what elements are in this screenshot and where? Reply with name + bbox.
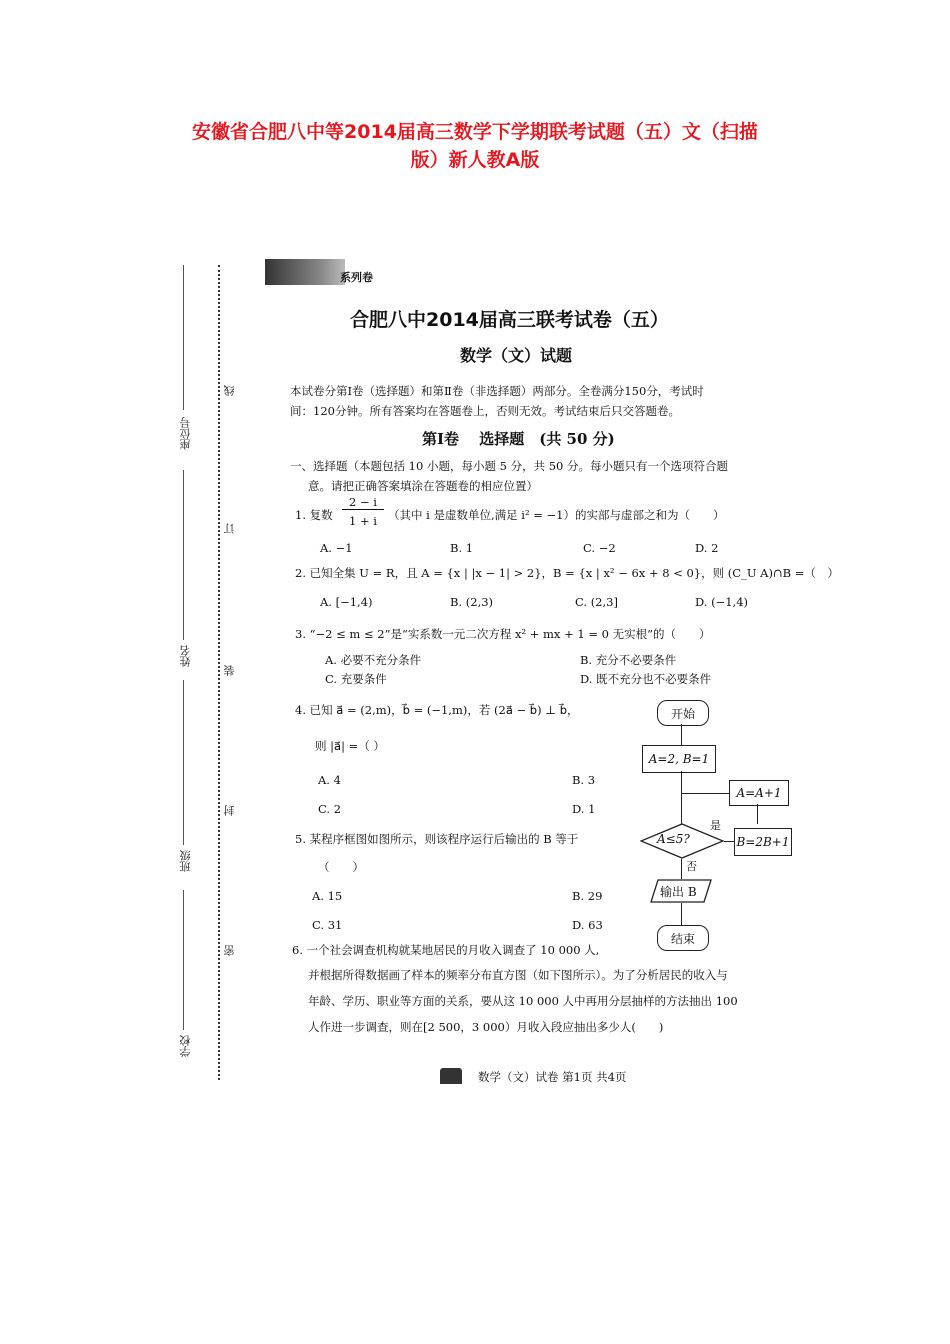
q2-option-b: B. (2,3) <box>450 595 494 609</box>
binding-label-install: 装 <box>223 665 236 676</box>
intro-line-1: 本试卷分第Ⅰ卷（选择题）和第Ⅱ卷（非选择题）两部分。全卷满分150分，考试时 <box>290 384 704 398</box>
class-label: 班级 <box>179 850 192 872</box>
q4-option-b: B. 3 <box>572 773 596 787</box>
flowchart-end: 结束 <box>657 925 709 951</box>
q4-stem-2: 则 |a⃗| =（ ） <box>315 739 385 753</box>
flowchart-yes-label: 是 <box>710 819 721 832</box>
binding-label-seal: 封 <box>223 805 236 816</box>
exam-subject: 数学（文）试题 <box>460 346 573 365</box>
flowchart-init: A=2, B=1 <box>642 745 716 773</box>
q3-option-b: B. 充分不必要条件 <box>580 653 677 667</box>
flow-arrow <box>681 793 729 794</box>
q1-option-b: B. 1 <box>450 541 474 555</box>
q4-option-d: D. 1 <box>572 802 596 816</box>
q2-option-c: C. (2,3] <box>575 595 618 609</box>
flow-arrow <box>681 724 682 745</box>
flowchart-update-b: B=2B+1 <box>734 828 792 856</box>
q2-option-d: D. (−1,4) <box>695 595 749 609</box>
q2-option-a: A. [−1,4) <box>320 595 373 609</box>
class-line <box>183 680 184 845</box>
part-instructions-line-1: 一、选择题（本题包括 10 小题，每小题 5 分，共 50 分。每小题只有一个选项符合题 <box>290 459 729 473</box>
document-title <box>120 118 830 174</box>
q5-option-b: B. 29 <box>572 889 603 903</box>
name-line <box>183 470 184 640</box>
intro-line-2: 间：120分钟。所有答案均在答题卷上，否则无效。考试结束后只交答题卷。 <box>290 404 680 418</box>
name-label: 姓名 <box>179 645 192 667</box>
flow-arrow <box>757 804 758 824</box>
publisher-logo-icon <box>440 1068 462 1084</box>
q1-stem: 1. 复数 <box>295 508 333 522</box>
binding-label-line: 线 <box>223 385 236 396</box>
q5-option-c: C. 31 <box>312 918 343 932</box>
seat-line <box>183 265 184 410</box>
flowchart-condition: A≤5? <box>657 832 690 846</box>
flow-arrow <box>681 903 682 925</box>
section-title: 第Ⅰ卷 选择题 (共 50 分) <box>422 430 615 448</box>
q1-option-a: A. −1 <box>320 541 353 555</box>
q6-line-2: 并根据所得数据画了样本的频率分布直方图（如下图所示）。为了分析居民的收入与 <box>308 968 728 982</box>
q1-option-d: D. 2 <box>695 541 719 555</box>
seat-number-label: 座位号 <box>179 417 192 450</box>
document-title-line-2: 版）新人教A版 <box>410 149 540 171</box>
q6-line-4: 人作进一步调查，则在[2 500，3 000）月收入段应抽出多少人( ) <box>308 1020 664 1034</box>
flow-arrow <box>724 841 734 842</box>
q5-option-d: D. 63 <box>572 918 603 932</box>
q6-line-3: 年龄、学历、职业等方面的关系，要从这 10 000 人中再用分层抽样的方法抽出 100 <box>308 994 738 1008</box>
q5-option-a: A. 15 <box>312 889 343 903</box>
school-label: 学校 <box>179 1035 192 1057</box>
q4-option-a: A. 4 <box>318 773 341 787</box>
flow-arrow <box>681 859 682 879</box>
exam-title: 合肥八中2014届高三联考试卷（五） <box>350 309 669 331</box>
page-footer: 数学（文）试卷 第1页 共4页 <box>478 1070 627 1084</box>
flowchart-output: 输出 B <box>660 885 697 899</box>
q1-option-c: C. −2 <box>583 541 616 555</box>
school-line <box>183 890 184 1030</box>
series-label: 系列卷 <box>340 271 373 284</box>
binding-dotted-line <box>218 265 220 1080</box>
q4-stem: 4. 已知 a⃗ = (2,m)，b⃗ = (−1,m)，若 (2a⃗ − b⃗) ⊥ b⃗， <box>295 703 579 717</box>
scanned-exam-page <box>160 245 839 1100</box>
part-instructions-line-2: 意。请把正确答案填涂在答题卷的相应位置） <box>308 479 538 493</box>
flowchart-start: 开始 <box>657 700 709 726</box>
q2-stem: 2. 已知全集 U = R，且 A = {x | |x − 1| > 2}，B = {x | x² − 6x + 8 < 0}，则 (C_U A)∩B =（ ） <box>295 566 839 580</box>
q3-stem: 3. “−2 ≤ m ≤ 2”是“实系数一元二次方程 x² + mx + 1 = 0 无实根”的（ ） <box>295 627 711 641</box>
series-logo-banner <box>265 259 345 285</box>
binding-label-secret: 密 <box>223 945 236 956</box>
q6-line-1: 6. 一个社会调查机构就某地居民的月收入调查了 10 000 人, <box>292 943 600 957</box>
q1-fraction-denominator: 1 + i <box>349 514 377 528</box>
binding-label-order: 订 <box>223 523 236 534</box>
q4-option-c: C. 2 <box>318 802 342 816</box>
q3-option-c: C. 充要条件 <box>325 672 387 686</box>
flowchart-update-a: A=A+1 <box>729 780 789 806</box>
q3-option-d: D. 既不充分也不必要条件 <box>580 672 712 686</box>
q5-paren: （ ） <box>318 860 364 874</box>
flow-arrow <box>681 771 682 825</box>
document-title-line-1: 安徽省合肥八中等2014届高三数学下学期联考试题（五）文（扫描 <box>192 121 758 143</box>
flowchart-no-label: 否 <box>686 860 697 873</box>
q1-fraction-numerator: 2 − i <box>342 495 384 510</box>
q5-stem: 5. 某程序框图如图所示，则该程序运行后输出的 B 等于 <box>295 832 579 846</box>
q3-option-a: A. 必要不充分条件 <box>325 653 422 667</box>
q1-tail: （其中 i 是虚数单位,满足 i² = −1）的实部与虚部之和为（ ） <box>388 508 725 522</box>
